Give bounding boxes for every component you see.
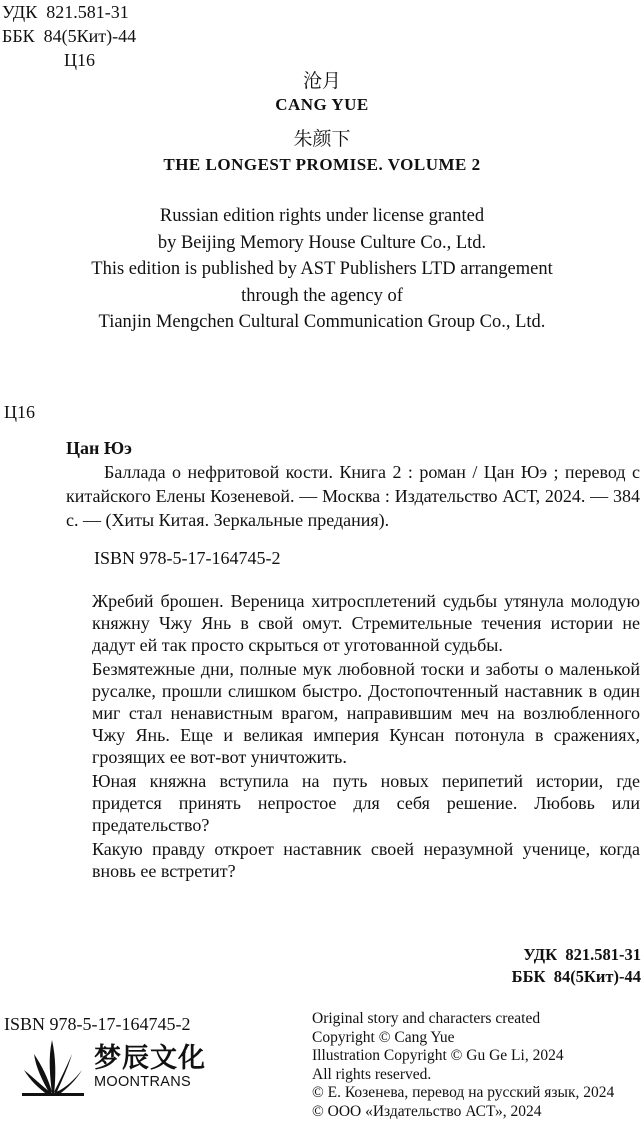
annotation-paragraph: Безмятежные дни, полные мук любовной тоски и заботы о маленькой русалке, прошли слишком быстро. Достопочтенный наставник в один миг стал ненавистным врагом, направившим меч на возлюбленного Чжу Янь. Еще и великая империя Кунсан потонула в сражениях, грозящих ее вот-вот уничтожить. xyxy=(92,659,640,767)
copyright-line: All rights reserved. xyxy=(312,1065,432,1083)
footer-codes xyxy=(512,944,641,988)
copyright-line: © Е. Козенева, перевод на русский язык, 2024 xyxy=(312,1084,615,1102)
annotation-paragraph: Какую правду откроет наставник своей неразумной ученице, когда вновь ее встретит? xyxy=(92,839,640,881)
leaf-icon xyxy=(22,1036,86,1096)
author-name-chinese: 沧月 xyxy=(302,70,341,92)
annotation-paragraph: Юная княжна вступила на путь новых перипетий истории, где придется принять непростое для себя решение. Любовь или предательство? xyxy=(92,771,640,835)
author-name-latin: CANG YUE xyxy=(275,95,369,114)
footer-udk: УДК 821.581-31 xyxy=(523,945,641,964)
catalog-sign: Ц16 xyxy=(4,402,35,422)
copyright-line: Original story and characters created xyxy=(312,1010,541,1027)
title-chinese: 朱颜下 xyxy=(293,128,351,150)
logo-chinese-text: 梦辰文化 xyxy=(94,1043,206,1074)
copyright-line: © ООО «Издательство АСТ», 2024 xyxy=(312,1102,542,1120)
footer-bbk: ББК 84(5Кит)-44 xyxy=(511,967,641,986)
copyright-line: Copyright © Cang Yue xyxy=(312,1028,455,1046)
copyright-line: Illustration Copyright © Gu Ge Li, 2024 xyxy=(312,1047,564,1065)
rights-line: This edition is published by AST Publishers LTD arrangement xyxy=(91,259,553,279)
annotation-paragraph: Жребий брошен. Вереница хитросплетений судьбы утянула молодую княжну Чжу Янь в свой омут. Стремительные течения истории не дадут ей так просто скрыться от уготованной судьбы. xyxy=(92,591,640,655)
copyright-block xyxy=(312,1010,614,1122)
moontrans-logo xyxy=(22,1036,212,1098)
catalog-isbn: ISBN 978-5-17-164745-2 xyxy=(94,548,281,568)
rights-line: Russian edition rights under license granted xyxy=(159,206,485,226)
catalog-author: Цан Юэ xyxy=(66,438,132,458)
footer-isbn: ISBN 978-5-17-164745-2 xyxy=(4,1014,191,1034)
logo-english-text: MOONTRANS xyxy=(94,1074,191,1090)
catalog-entry xyxy=(66,436,640,570)
author-sign: Ц16 xyxy=(64,50,95,70)
annotation xyxy=(92,590,640,882)
rights-line: through the agency of xyxy=(241,285,403,306)
rights-line: Tianjin Mengchen Cultural Communication Group Co., Ltd. xyxy=(98,312,546,332)
title-english: THE LONGEST PROMISE. VOLUME 2 xyxy=(163,155,481,174)
bbk-code: ББК 84(5Кит)-44 xyxy=(2,26,137,46)
rights-line: by Beijing Memory House Culture Co., Ltd. xyxy=(157,232,487,253)
catalog-description: Баллада о нефритовой кости. Книга 2 : роман / Цан Юэ ; перевод с китайского Елены Козеневой. — Москва : Издательство АСТ, 2024. — 384 с. — (Хиты Китая. Зеркальные предания). xyxy=(66,462,640,530)
udk-code: УДК 821.581-31 xyxy=(2,2,129,22)
rights-notice xyxy=(0,203,644,336)
classification-codes xyxy=(2,0,136,72)
